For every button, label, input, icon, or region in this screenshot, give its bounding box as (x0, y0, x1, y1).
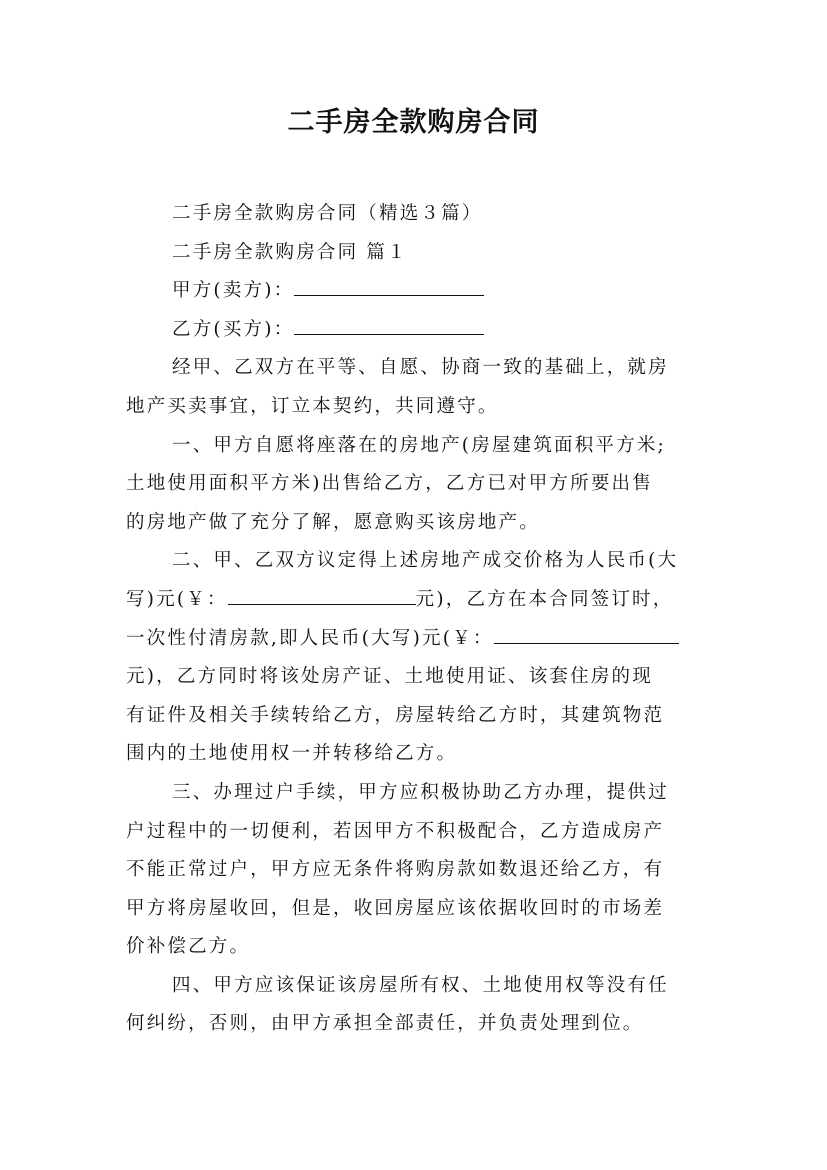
clause2-line: 元)，乙方同时将该处房产证、土地使用证、该套住房的现 (126, 666, 653, 688)
party-a-label: 甲方(卖方)： (172, 280, 295, 302)
section-heading: 二手房全款购房合同 篇１ (172, 241, 408, 263)
clause2-line: 有证件及相关手续转给乙方，房屋转给乙方时，其建筑物范 (126, 704, 665, 726)
clause1-line: 土地使用面积平方米)出售给乙方，乙方已对甲方所要出售 (126, 473, 653, 495)
payment-blank (494, 623, 679, 644)
clause2-text: 一次性付清房款,即人民币(大写)元(￥： (126, 627, 494, 649)
clause1-line: 一、甲方自愿将座落在的房地产(房屋建筑面积平方米; (172, 434, 666, 456)
party-a-blank (294, 275, 484, 296)
party-a-line (126, 272, 708, 311)
clause2-line: 二、甲、乙双方议定得上述房地产成交价格为人民币(大 (172, 550, 679, 572)
clause3-line: 三、办理过户手续，甲方应积极协助乙方办理，提供过 (172, 781, 669, 803)
clause4-line: 四、甲方应该保证该房屋所有权、土地使用权等没有任 (172, 974, 669, 996)
clause3-line: 价补偿乙方。 (126, 936, 251, 958)
party-b-label: 乙方(买方)： (172, 318, 295, 340)
intro-line: 地产买卖事宜，订立本契约，共同遵守。 (126, 395, 499, 417)
clause2-line (126, 620, 708, 659)
clause1-line: 的房地产做了充分了解，愿意购买该房地产。 (126, 511, 541, 533)
document-body (126, 195, 708, 1044)
clause2-line (126, 581, 708, 620)
clause4-line: 何纠纷，否则，由甲方承担全部责任，并负责处理到位。 (126, 1013, 644, 1035)
subtitle: 二手房全款购房合同（精选３篇） (172, 203, 483, 224)
clause3-line: 户过程中的一切便利，若因甲方不积极配合，乙方造成房产 (126, 820, 665, 842)
clause2-text: 写)元(￥： (126, 588, 228, 610)
party-b-blank (294, 314, 484, 335)
price-blank (228, 584, 416, 605)
clause2-line: 围内的土地使用权一并转移给乙方。 (126, 743, 458, 765)
intro-line: 经甲、乙双方在平等、自愿、协商一致的基础上，就房 (172, 357, 669, 379)
party-b-line (126, 311, 708, 350)
clause3-line: 不能正常过户，甲方应无条件将购房款如数退还给乙方，有 (126, 859, 665, 881)
clause3-line: 甲方将房屋收回，但是，收回房屋应该依据收回时的市场差 (126, 897, 665, 919)
clause2-text: 元)，乙方在本合同签订时， (415, 588, 674, 610)
document-title: 二手房全款购房合同 (287, 107, 540, 138)
